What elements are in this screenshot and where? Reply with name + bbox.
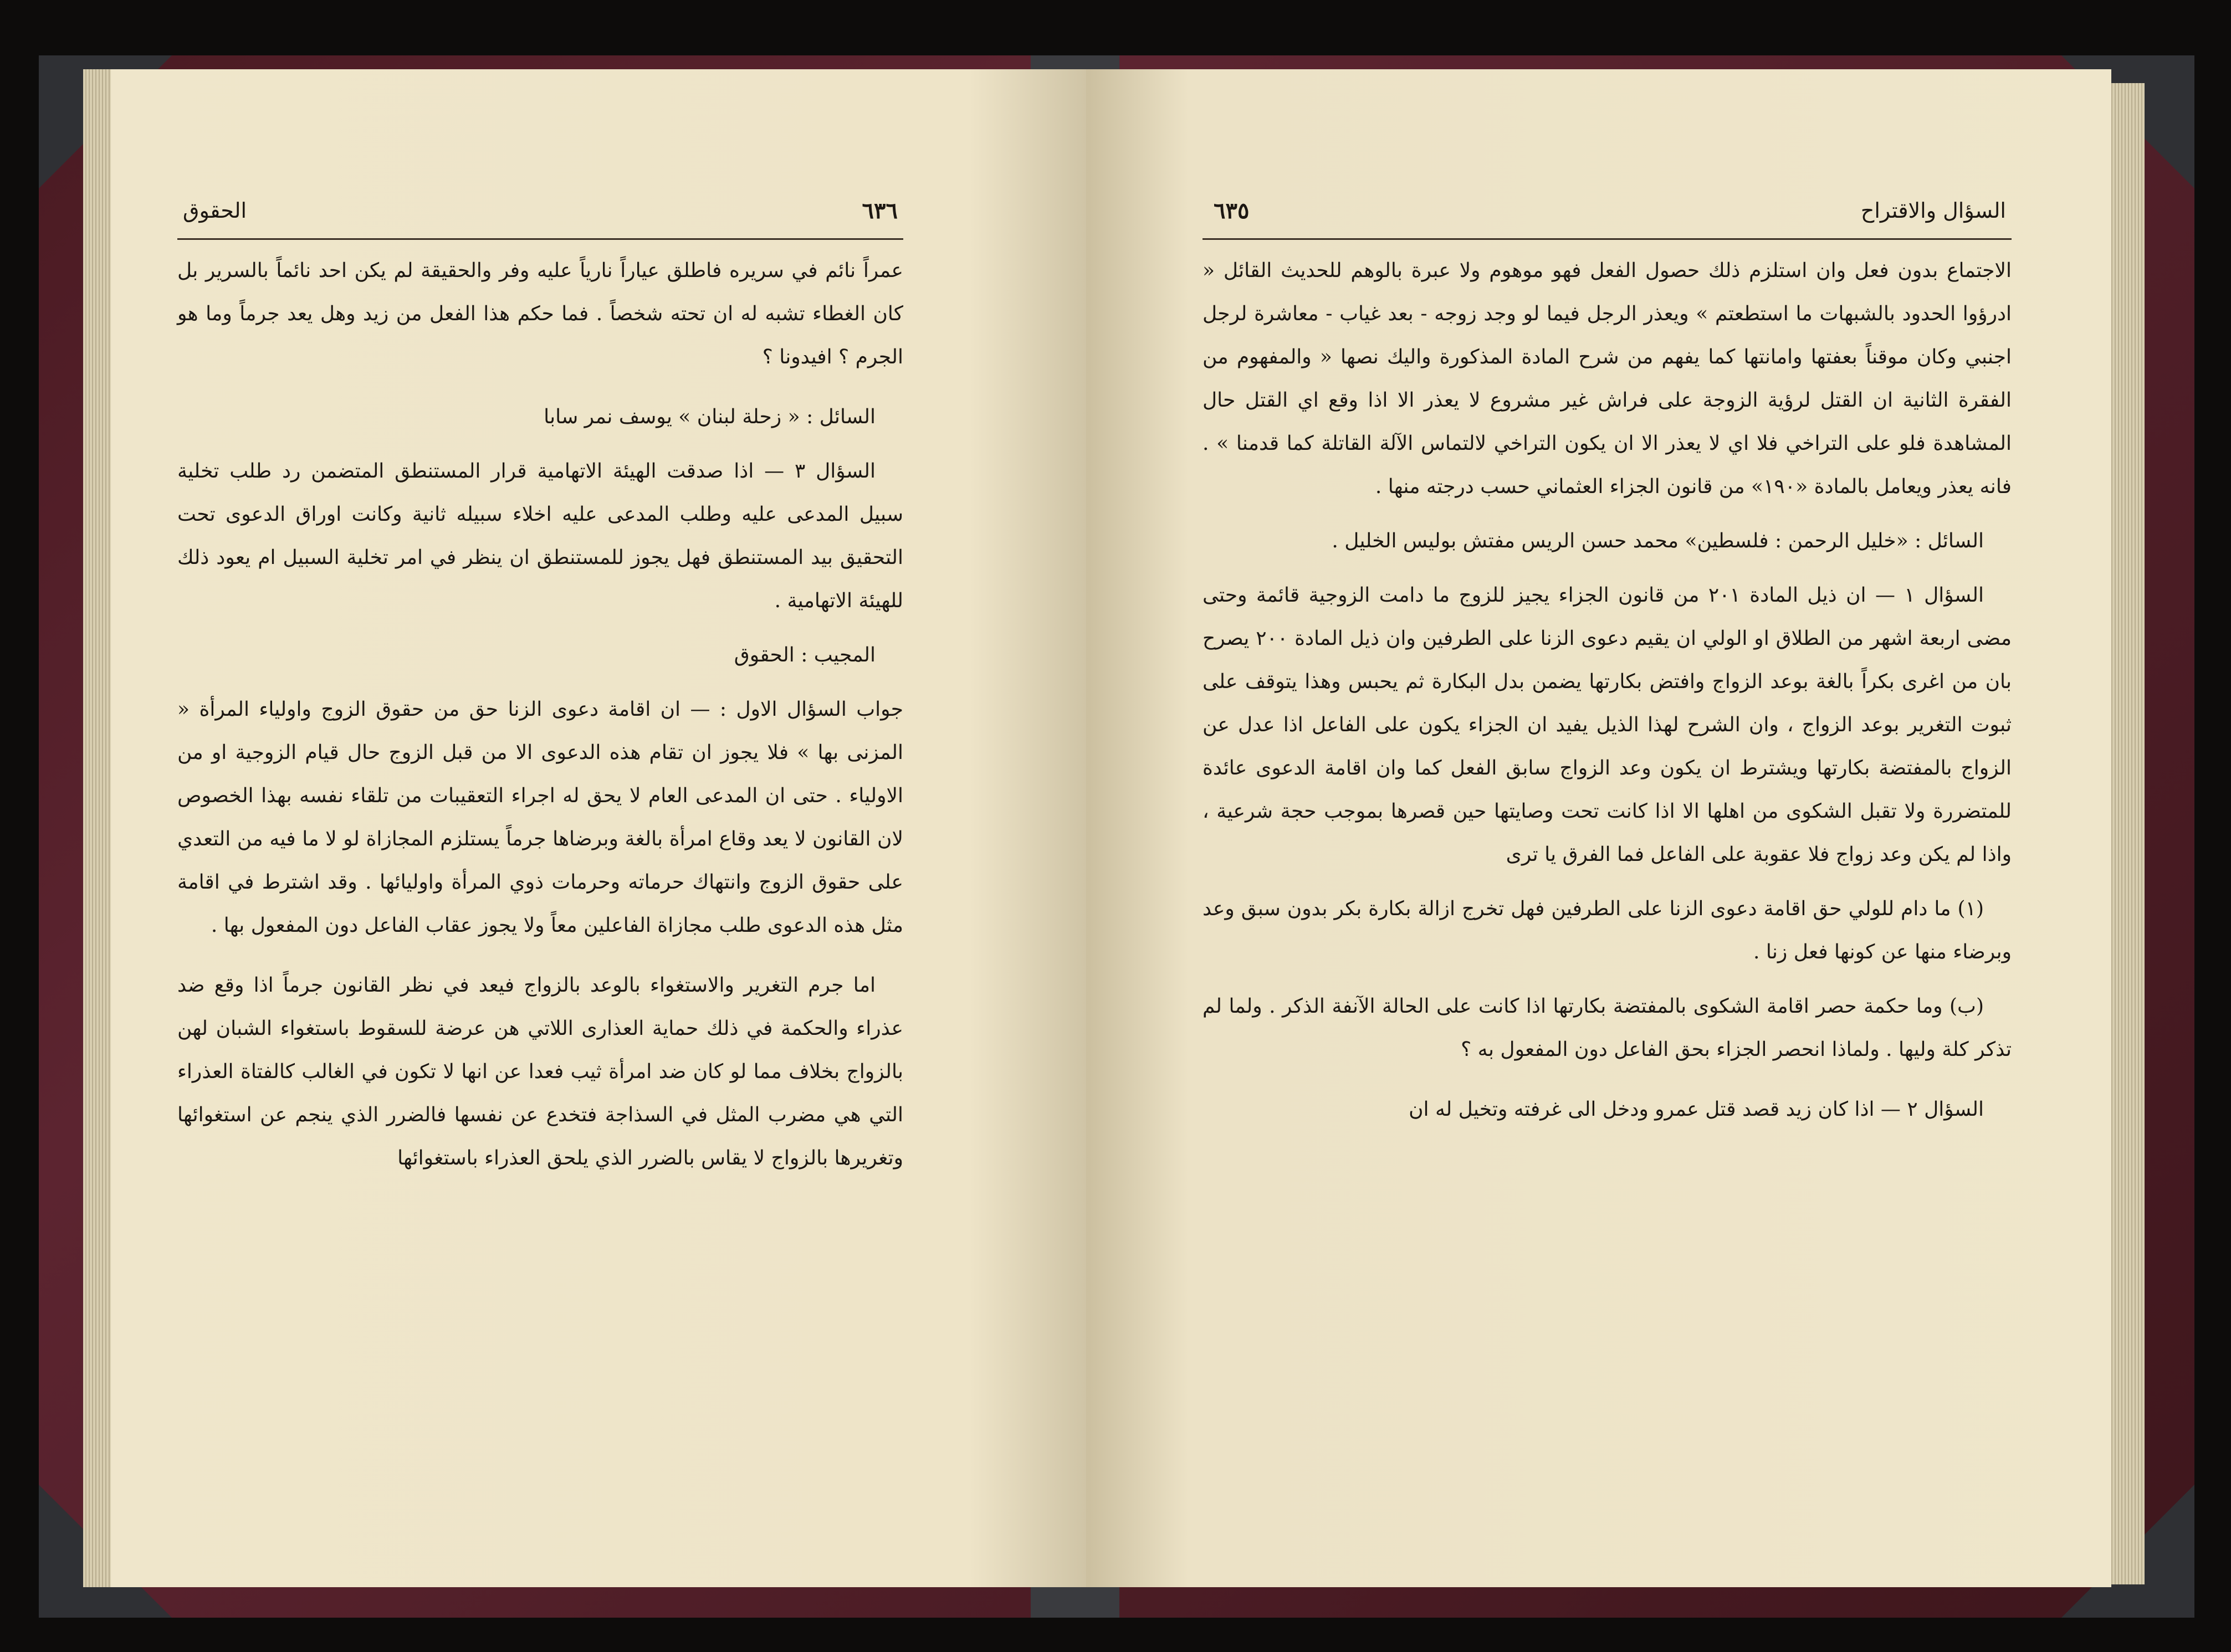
questioner-line: السائل : «خليل الرحمن : فلسطين» محمد حسن الريس مفتش بوليس الخليل .: [1332, 530, 1984, 552]
responder-line: المجيب : الحقوق: [734, 644, 876, 666]
right-page: [1086, 69, 2111, 1587]
page-body: [177, 249, 903, 1521]
page-header: [111, 180, 1086, 241]
answer-paragraph: اما جرم التغرير والاستغواء بالوعد بالزواج فيعد في نظر القانون جرماً اذا وقع ضد عذراء والحكمة في ذلك حماية العذارى اللاتي هن عرضة للسقوط باستغواء الشبان لهن بالزواج بخلاف مما لو كان ضد امرأة ثيب فعدا عن انها لا تكون في الغالب كالفتاة العذراء التي هي مضرب المثل في السذاجة فتخدع عن نفسها فالضرر الذي ينجم عن استغوائها وتغريرها بالزواج لا يقاس بالضرر الذي يلحق العذراء باستغوائها: [177, 974, 903, 1169]
page-number: ٦٣٥: [1214, 197, 1250, 224]
question-paragraph: السؤال ٣ — اذا صدقت الهيئة الاتهامية قرار المستنطق المتضمن رد طلب تخلية سبيل المدعى عليه وطلب المدعى عليه اخلاء سبيله ثانية وكانت اوراق الدعوى تحت التحقيق بيد المستنطق فهل يجوز للمستنطق ان ينظر في امر تخلية السبيل ام يعود ذلك للهيئة الاتهامية .: [177, 460, 903, 612]
question-paragraph: السؤال ١ — ان ذيل المادة ٢٠١ من قانون الجزاء يجيز للزوج ما دامت الزوجية قائمة وحتى مضى اربعة اشهر من الطلاق او الولي ان يقيم دعوى الزنا على الطرفين وان ذيل المادة ٢٠٠ يصرح بان من اغرى بكراً بالغة بوعد الزواج وافتض بكارتها يضمن بدل البكارة ثم يحبس وهذا يتوقف على ثبوت التغرير بوعد الزواج ، وان الشرح لهذا الذيل يفيد ان الجزاء يكون على الفاعل اذا عدل عن الزواج بالمفتضة بكارتها ويشترط ان يكون وعد الزواج سابق الفعل كما وان اقامة الدعوى عائدة للمتضررة ولا تقبل الشكوى من اهلها الا اذا كانت تحت وصايتها حين قصرها بموجب حجة شرعية ، واذا لم يكن وعد زواج فلا عقوبة على الفاعل فما الفرق يا ترى: [1203, 584, 2012, 866]
paragraph: الاجتماع بدون فعل وان استلزم ذلك حصول الفعل فهو موهوم ولا عبرة بالوهم للحديث القائل « ادرؤوا الحدود بالشبهات ما استطعتم » ويعذر الرجل فيما لو وجد زوجه - بعد غياب - معاشرة لرجل اجنبي وكان موقناً بعفتها وامانتها كما يفهم من شرح المادة المذكورة واليك نصها « والمفهوم من الفقرة الثانية ان القتل لرؤية الزوجة على فراش غير مشروع لا يعذر الا اذا وقع اي القتل حال المشاهدة فلو على التراخي فلا اي لا يعذر الا ان يكون التراخي لالتماس الآلة القاتلة كما قدمنا » . فانه يعذر ويعامل بالمادة «١٩٠» من قانون الجزاء العثماني حسب درجته منها .: [1203, 259, 2012, 498]
sub-question: (١) ما دام للولي حق اقامة دعوى الزنا على الطرفين فهل تخرج ازالة بكارة بكر بدون سبق وعد وبرضاء منها عن كونها فعل زنا .: [1203, 897, 2012, 963]
page-body: [1203, 249, 2012, 1521]
running-header: الحقوق: [183, 198, 247, 223]
page-number: ٦٣٦: [862, 197, 898, 224]
running-header: السؤال والاقتراح: [1860, 198, 2006, 223]
paragraph: عمراً نائم في سريره فاطلق عياراً نارياً عليه وفر والحقيقة لم يكن احد نائماً بالسرير بل كان الغطاء تشبه له ان تحته شخصاً . فما حكم هذا الفعل من زيد وهل يعد جرماً وما هو الجرم ؟ افيدونا ؟: [177, 259, 903, 368]
answer-paragraph: جواب السؤال الاول : — ان اقامة دعوى الزنا حق من حقوق الزوج واولياء المرأة « المزنى بها » فلا يجوز ان تقام هذه الدعوى الا من قبل الزوج حال قيام الزوجية او من الاولياء . حتى ان المدعى العام لا يحق له اجراء التعقيبات من تلقاء نفسه بهذا الخصوص لان القانون لا يعد وقاع امرأة بالغة وبرضاها جرماً يستلزم المجازاة لو لا ما فيه من التعدي على حقوق الزوج وانتهاك حرماته وحرمات ذوي المرأة واوليائها . وقد اشترط في اقامة مثل هذه الدعوى طلب مجازاة الفاعلين معاً ولا يجوز عقاب الفاعل دون المفعول بها .: [177, 698, 903, 937]
question-paragraph: السؤال ٢ — اذا كان زيد قصد قتل عمرو ودخل الى غرفته وتخيل له ان: [1409, 1098, 1984, 1121]
header-rule: [1203, 238, 2012, 240]
left-page: [111, 69, 1086, 1587]
sub-question: (ب) وما حكمة حصر اقامة الشكوى بالمفتضة بكارتها اذا كانت على الحالة الآنفة الذكر . ولما لم تذكر كلة وليها . ولماذا انحصر الجزاء بحق الفاعل دون المفعول به ؟: [1203, 995, 2012, 1061]
page-header: [1086, 180, 2111, 241]
header-rule: [177, 238, 903, 240]
questioner-line: السائل : « زحلة لبنان » يوسف نمر سابا: [544, 406, 876, 428]
page-edges: [2106, 83, 2145, 1584]
